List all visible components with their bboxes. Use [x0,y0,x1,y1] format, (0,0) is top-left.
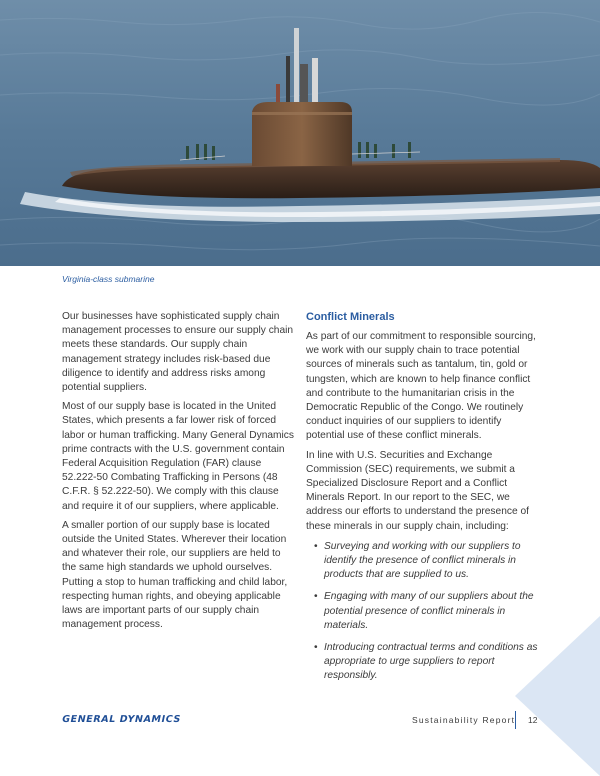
paragraph: A smaller portion of our supply base is located outside the United States. Wherever their location and whatever their role, our suppliers are held to the same high standards we uphold ourselves. Putting a stop to human trafficking and child labor, respecting human rights, and obeying applicable laws are important parts of our supply chain management process. [62,519,288,631]
paragraph: Most of our supply base is located in the United States, which presents a far lower risk of forced labor or human trafficking. Many General Dynamics prime contracts with the U.S. government contain Federal Acquisition Regulation (FAR) clause 52.222-50 Combating Trafficking in Persons (48 C.F.R. § 52.222-50). We comply with this clause and require it of our suppliers, where applicable. [62,401,294,512]
right-column [306,310,542,692]
paragraph: As part of our commitment to responsible sourcing, we work with our supply chain to trace potential sources of minerals such as tantalum, tin, gold or tungsten, which are known to help finance conflict and contribute to the humanitarian crisis in the Democratic Republic of the Congo. We routinely conduct inquiries of our suppliers to identify potential use of these conflict minerals. [306,331,536,442]
list-item [306,590,542,633]
bullet-icon: • [314,540,318,552]
company-logo: GENERAL DYNAMICS [60,714,182,725]
submarine-icon [0,0,600,266]
photo-caption: Virginia-class submarine [62,274,155,284]
list-item-text: Engaging with many of our suppliers about the potential presence of conflict minerals in materials. [324,591,534,631]
bullet-list [306,540,542,684]
submarine-photo [0,0,600,266]
paragraph: In line with U.S. Securities and Exchange Commission (SEC) requirements, we submit a Specialized Disclosure Report and a Conflict Minerals Report. In our report to the SEC, we address our efforts to understand the presence of these minerals in our supply chain, including: [306,449,529,532]
report-title: Sustainability Report [412,715,516,725]
list-item-text: Surveying and working with our suppliers to identify the presence of conflict minerals in products that are supplied to us. [324,540,521,581]
list-item [306,540,542,583]
list-item [306,641,542,684]
page-number: 12 [528,715,538,725]
paragraph: Our businesses have sophisticated supply chain management processes to ensure our supply chain meets these standards. Our supply chain management strategy includes risk-based due diligence to identify and address risks among potential suppliers. [62,311,294,394]
bullet-icon: • [314,591,318,603]
corner-triangle-decoration [515,616,600,776]
list-item-text: Introducing contractual terms and conditions as appropriate to urge suppliers to report responsibly. [324,642,538,682]
left-column [62,310,294,637]
bullet-icon: • [314,642,318,654]
section-heading: Conflict Minerals [306,311,395,323]
